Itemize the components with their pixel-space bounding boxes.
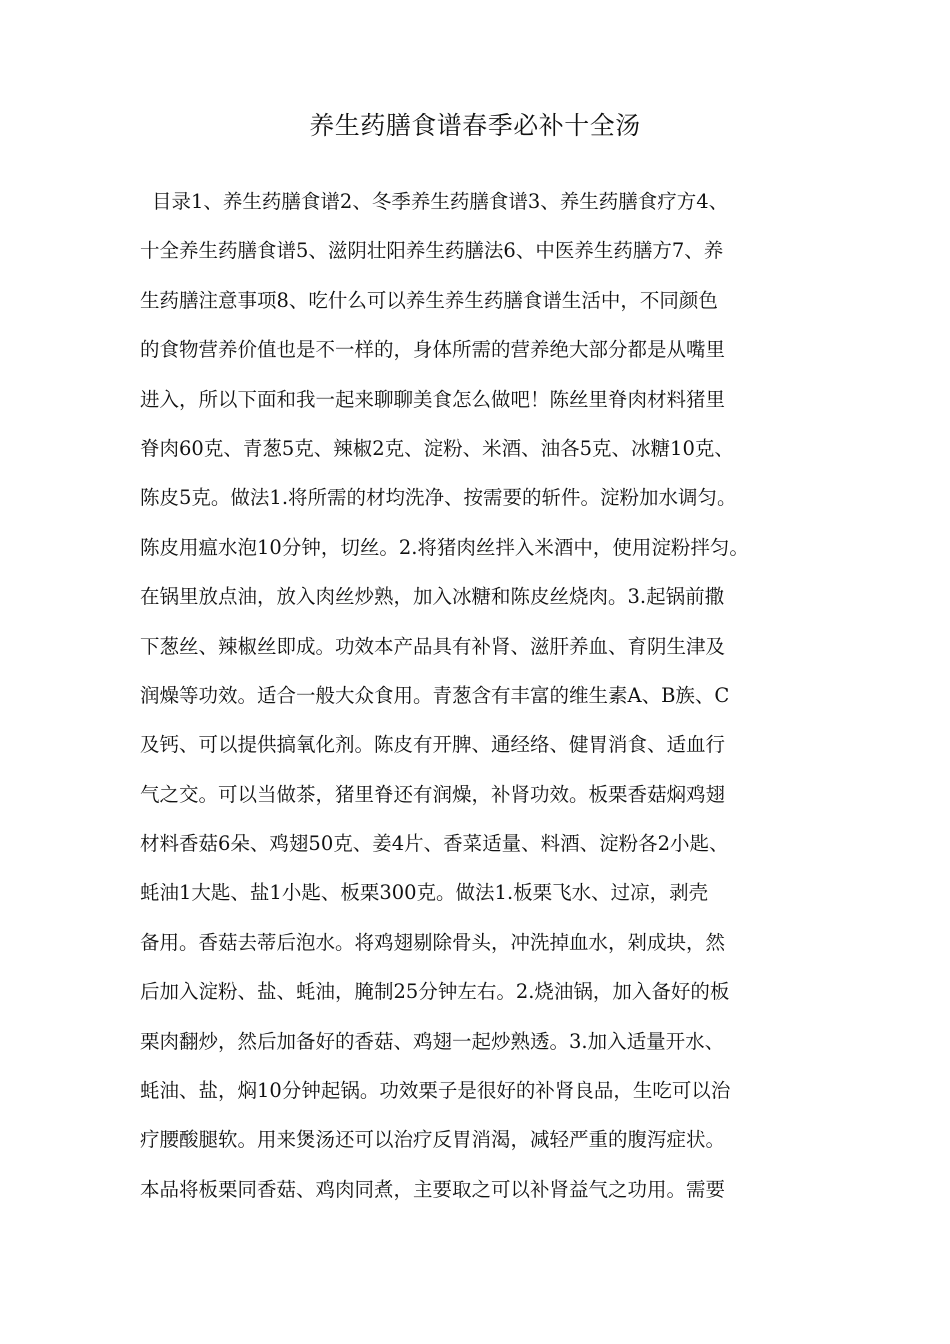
body-line: 材料香菇6朵、鸡翅50克、姜4片、香菜适量、料酒、淀粉各2小匙、 [140,832,729,856]
body-line: 栗肉翻炒，然后加备好的香菇、鸡翅一起炒熟透。3.加入适量开水、 [140,1029,725,1053]
document-title: 养生药膳食谱春季必补十全汤 [309,111,641,140]
body-line: 蚝油1大匙、盐1小匙、板栗300克。做法1.板栗飞水、过凉，剥壳 [140,881,709,905]
body-line: 生药膳注意事项8、吃什么可以养生养生药膳食谱生活中，不同颜色 [140,288,718,312]
document-body [140,182,840,1219]
body-line: 十全养生药膳食谱5、滋阴壮阳养生药膳法6、中医养生药膳方7、养 [140,239,724,263]
body-line: 气之交。可以当做茶，猪里脊还有润燥，补肾功效。板栗香菇焖鸡翅 [140,782,726,806]
body-line: 目录1、养生药膳食谱2、冬季养生药膳食谱3、养生药膳食疗方4、 [152,190,729,213]
body-line: 本品将板栗同香菇、鸡肉同煮，主要取之可以补肾益气之功用。需要 [140,1177,726,1201]
body-line: 备用。香菇去蒂后泡水。将鸡翅剔除骨头，冲洗掉血水，剁成块，然 [140,930,726,954]
body-line: 蚝油、盐，焖10分钟起锅。功效栗子是很好的补肾良品，生吃可以治 [140,1079,731,1103]
body-line: 及钙、可以提供搞氧化剂。陈皮有开脾、通经络、健胃消食、适血行 [140,733,726,757]
body-line: 进入，所以下面和我一起来聊聊美食怎么做吧！陈丝里脊肉材料猪里 [140,387,726,411]
body-line: 脊肉60克、青葱5克、辣椒2克、淀粉、米酒、油各5克、冰糖10克、 [140,436,734,460]
body-line: 陈皮5克。做法1.将所需的材均洗净、按需要的斩件。淀粉加水调匀。 [140,486,737,510]
body-line: 疗腰酸腿软。用来煲汤还可以治疗反胃消渴，减轻严重的腹泻症状。 [140,1128,726,1152]
body-line: 下葱丝、辣椒丝即成。功效本产品具有补肾、滋肝养血、育阴生津及 [140,634,726,658]
body-line: 的食物营养价值也是不一样的，身体所需的营养绝大部分都是从嘴里 [140,338,726,362]
body-line: 在锅里放点油，放入肉丝炒熟，加入冰糖和陈皮丝烧肉。3.起锅前撒 [140,585,725,609]
body-line: 后加入淀粉、盐、蚝油，腌制25分钟左右。2.烧油锅，加入备好的板 [140,980,730,1004]
body-line: 润燥等功效。适合一般大众食用。青葱含有丰富的维生素A、B族、C [140,683,730,707]
body-line: 陈皮用瘟水泡10分钟，切丝。2.将猪肉丝拌入米酒中，使用淀粉拌匀。 [140,535,749,559]
